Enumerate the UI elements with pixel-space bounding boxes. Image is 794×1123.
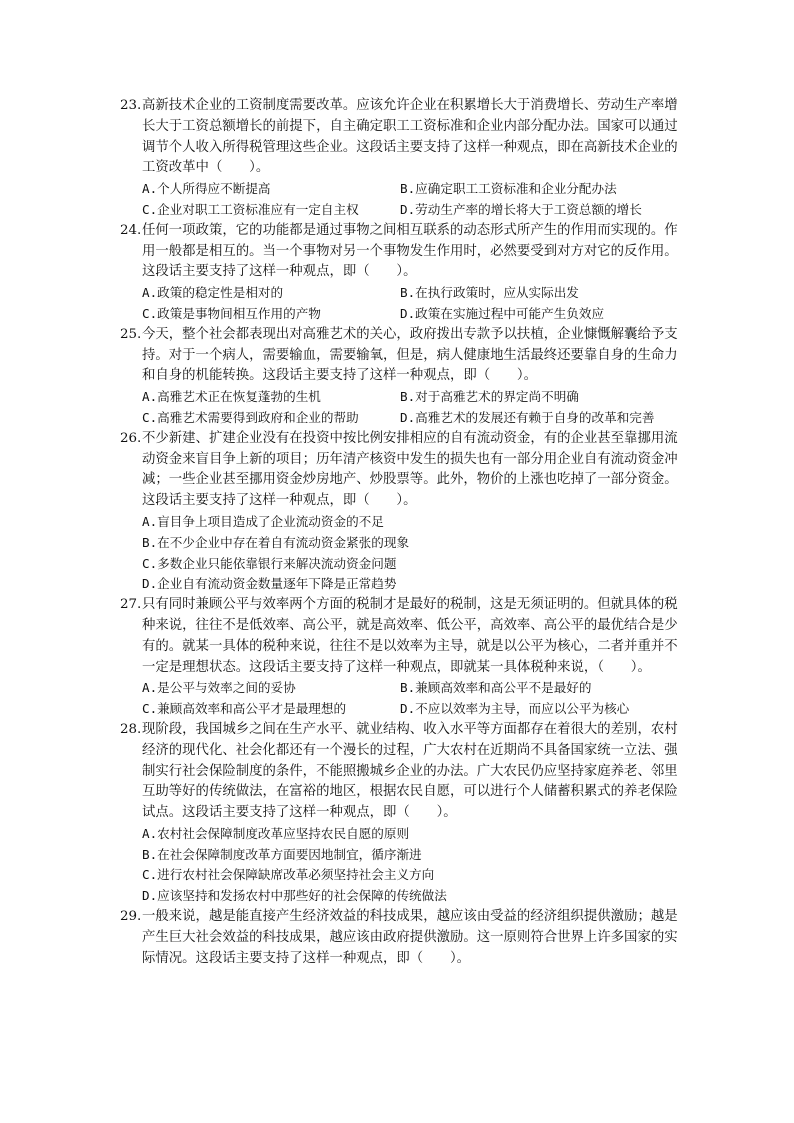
option-a: A.政策的稳定性是相对的 (142, 285, 284, 301)
option-d: D.企业自有流动资金数量逐年下降是正常趋势 (142, 576, 397, 592)
question-stem (120, 325, 680, 387)
option-b: B.在执行政策时，应从实际出发 (400, 285, 579, 301)
question-29 (120, 907, 680, 969)
option-a: A.高雅艺术正在恢复蓬勃的生机 (142, 389, 321, 405)
question-stem (120, 595, 680, 678)
question-text: 现阶段，我国城乡之间在生产水平、就业结构、收入水平等方面都存在着很大的差别，农村经济的现代化、社会化都还有一个漫长的过程，广大农村在近期尚不具备国家统一立法、强制实行社会保险制度的条件，不能照搬城乡企业的办法。广大农民仍应坚持家庭养老、邻里互助等好的传统做法，在富裕的地区，根据农民自愿，可以进行个人储蓄积累式的养老保险试点。这段话主要支持了这样一种观点，即（ ）。 (142, 721, 678, 821)
options (120, 678, 680, 720)
question-text: 只有同时兼顾公平与效率两个方面的税制才是最好的税制，这是无须证明的。但就具体的税种来说，往往不是低效率、高公平，就是高效率、低公平，高效率、高公平的最优结合是少有的。就某一具体的税种来说，往往不是以效率为主导，就是以公平为核心，二者并重并不一定是理想状态。这段话主要支持了这样一种观点，即就某一具体税种来说，（ ）。 (142, 597, 678, 675)
question-stem (120, 96, 680, 179)
option-c: C.企业对职工工资标准应有一定自主权 (142, 201, 359, 217)
option-d: D.不应以效率为主导，而应以公平为核心 (400, 701, 630, 717)
option-a: A.盲目争上项目造成了企业流动资金的不足 (142, 513, 384, 529)
option-b: B.在社会保障制度改革方面要因地制宜，循序渐进 (142, 846, 422, 862)
question-text: 今天，整个社会都表现出对高雅艺术的关心，政府拨出专款予以扶植，企业慷慨解囊给予支持。对于一个病人，需要输血，需要输氧，但是，病人健康地生活最终还要靠自身的生命力和自身的机能转换。这段话主要支持了这样一种观点，即（ ）。 (142, 326, 678, 384)
option-c: C.多数企业只能依靠银行来解决流动资金问题 (142, 555, 397, 571)
options (120, 387, 680, 429)
option-c: C.政策是事物间相互作用的产物 (142, 305, 321, 321)
options (120, 824, 680, 907)
question-number: 26. (120, 430, 142, 446)
question-prompt: 这段话主要支持了这样一种观点，即（ ）。 (142, 264, 417, 280)
question-24 (120, 221, 680, 325)
option-a: A.个人所得应不断提高 (142, 181, 271, 197)
question-list (120, 96, 680, 969)
option-d: D.应该坚持和发扬农村中那些好的社会保障的传统做法 (142, 888, 447, 904)
option-c: C.进行农村社会保障缺席改革必须坚持社会主义方向 (142, 867, 435, 883)
option-b: B.在不少企业中存在着自有流动资金紧张的现象 (142, 534, 410, 550)
question-text: 高新技术企业的工资制度需要改革。应该允许企业在积累增长大于消费增长、劳动生产率增长大于工资总额增长的前提下，自主确定职工工资标准和企业内部分配办法。国家可以通过调节个人收入所得税管理这些企业。这段话主要支持了这样一种观点，即在高新技术企业的工资改革中（ ）。 (142, 98, 678, 176)
question-text: 任何一项政策，它的功能都是通过事物之间相互联系的动态形式所产生的作用而实现的。作用一般都是相互的。当一个事物对另一个事物发生作用时，必然要受到对方对它的反作用。 (142, 222, 678, 259)
question-25 (120, 325, 680, 429)
options (120, 512, 680, 595)
option-c: C.兼顾高效率和高公平才是最理想的 (142, 701, 347, 717)
option-b: B.对于高雅艺术的界定尚不明确 (400, 389, 579, 405)
question-number: 24. (120, 222, 142, 238)
question-number: 29. (120, 909, 142, 925)
question-28 (120, 720, 680, 907)
options (120, 283, 680, 325)
option-c: C.高雅艺术需要得到政府和企业的帮助 (142, 409, 359, 425)
question-number: 25. (120, 326, 142, 342)
question-stem (120, 221, 680, 263)
question-23 (120, 96, 680, 221)
option-b: B.应确定职工工资标准和企业分配办法 (400, 181, 617, 197)
option-a: A.农村社会保障制度改革应坚持农民自愿的原则 (142, 825, 410, 841)
options (120, 179, 680, 221)
question-text: 一般来说，越是能直接产生经济效益的科技成果，越应该由受益的经济组织提供激励；越是产生巨大社会效益的科技成果，越应该由政府提供激励。这一原则符合世界上许多国家的实际情况。这段话主要支持了这样一种观点，即（ ）。 (142, 909, 678, 966)
option-d: D.劳动生产率的增长将大于工资总额的增长 (400, 201, 642, 217)
question-number: 23. (120, 98, 142, 113)
question-text: 不少新建、扩建企业没有在投资中按比例安排相应的自有流动资金，有的企业甚至靠挪用流动资金来盲目争上新的项目；历年清产核资中发生的损失也有一部分用企业自有流动资金冲减；一些企业甚至挪用资金炒房地产、炒股票等。此外，物价的上涨也吃掉了一部分资金。这段话主要支持了这样一种观点，即（ ）。 (142, 430, 678, 509)
question-stem (120, 907, 680, 969)
question-number: 27. (120, 597, 142, 613)
option-d: D.政策在实施过程中可能产生负效应 (400, 305, 605, 321)
question-26 (120, 429, 680, 595)
question-27 (120, 595, 680, 720)
question-stem (120, 720, 680, 824)
question-stem (120, 429, 680, 512)
option-b: B.兼顾高效率和高公平不是最好的 (400, 680, 592, 696)
option-a: A.是公平与效率之间的妥协 (142, 680, 296, 696)
option-d: D.高雅艺术的发展还有赖于自身的改革和完善 (400, 409, 655, 425)
question-number: 28. (120, 721, 142, 737)
